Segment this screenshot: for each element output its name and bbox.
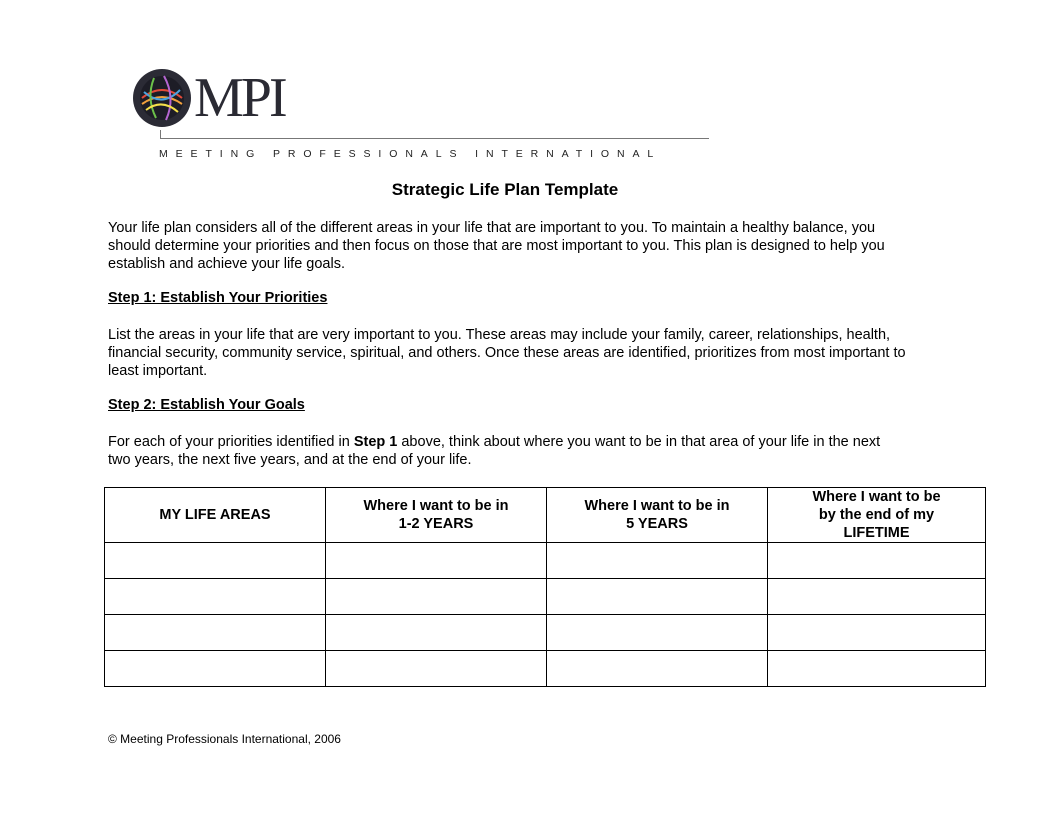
table-cell[interactable] xyxy=(768,651,986,687)
step2-paragraph xyxy=(108,433,898,469)
table-cell[interactable] xyxy=(768,543,986,579)
step1-heading: Step 1: Establish Your Priorities xyxy=(108,290,328,306)
life-plan-table xyxy=(104,487,986,687)
column-header-5-years: Where I want to be in 5 YEARS xyxy=(547,488,768,543)
step2-text-bold: Step 1 xyxy=(353,434,398,450)
table-cell[interactable] xyxy=(105,543,326,579)
logo-rule xyxy=(160,130,709,139)
table-cell[interactable] xyxy=(326,579,547,615)
table-row xyxy=(105,615,986,651)
page-title: Strategic Life Plan Template xyxy=(391,180,619,199)
logo-wordmark: MPI xyxy=(194,67,285,129)
table-cell[interactable] xyxy=(768,579,986,615)
step2-text-before: For each of your priorities identified in xyxy=(108,434,354,450)
table-row xyxy=(105,651,986,687)
globe-icon xyxy=(132,68,192,128)
column-header-lifetime: Where I want to be by the end of my LIFETIME xyxy=(768,488,986,543)
step1-paragraph: List the areas in your life that are very important to you. These areas may include your family, career, relationships, health, financial security, community service, spiritual, and others. Once these areas are identified, prioritizes from most important to least important. xyxy=(108,327,906,379)
copyright-footer: © Meeting Professionals International, 2006 xyxy=(108,732,341,746)
table-cell[interactable] xyxy=(105,651,326,687)
table-cell[interactable] xyxy=(768,615,986,651)
step2-heading: Step 2: Establish Your Goals xyxy=(108,397,305,413)
column-header-life-areas: MY LIFE AREAS xyxy=(105,488,326,543)
table-cell[interactable] xyxy=(326,543,547,579)
table-cell[interactable] xyxy=(547,579,768,615)
mpi-logo xyxy=(132,68,712,168)
intro-paragraph: Your life plan considers all of the different areas in your life that are important to you. To maintain a healthy balance, you should determine your priorities and then focus on those that are most important to you. This plan is designed to help you establish and achieve your life goals. xyxy=(108,220,885,272)
table-row xyxy=(105,579,986,615)
table-cell[interactable] xyxy=(326,615,547,651)
table-row xyxy=(105,543,986,579)
table-header-row xyxy=(105,488,986,543)
table-cell[interactable] xyxy=(547,651,768,687)
table-cell[interactable] xyxy=(326,651,547,687)
table-cell[interactable] xyxy=(105,579,326,615)
step2-text-after: above, think about where you want to be in that area of your life in the next two years, the next five years, and at the end of your life. xyxy=(108,434,881,468)
table-cell[interactable] xyxy=(105,615,326,651)
column-header-1-2-years: Where I want to be in 1-2 YEARS xyxy=(326,488,547,543)
table-cell[interactable] xyxy=(547,615,768,651)
logo-tagline: MEETING PROFESSIONALS INTERNATIONAL xyxy=(159,148,662,160)
table-cell[interactable] xyxy=(547,543,768,579)
